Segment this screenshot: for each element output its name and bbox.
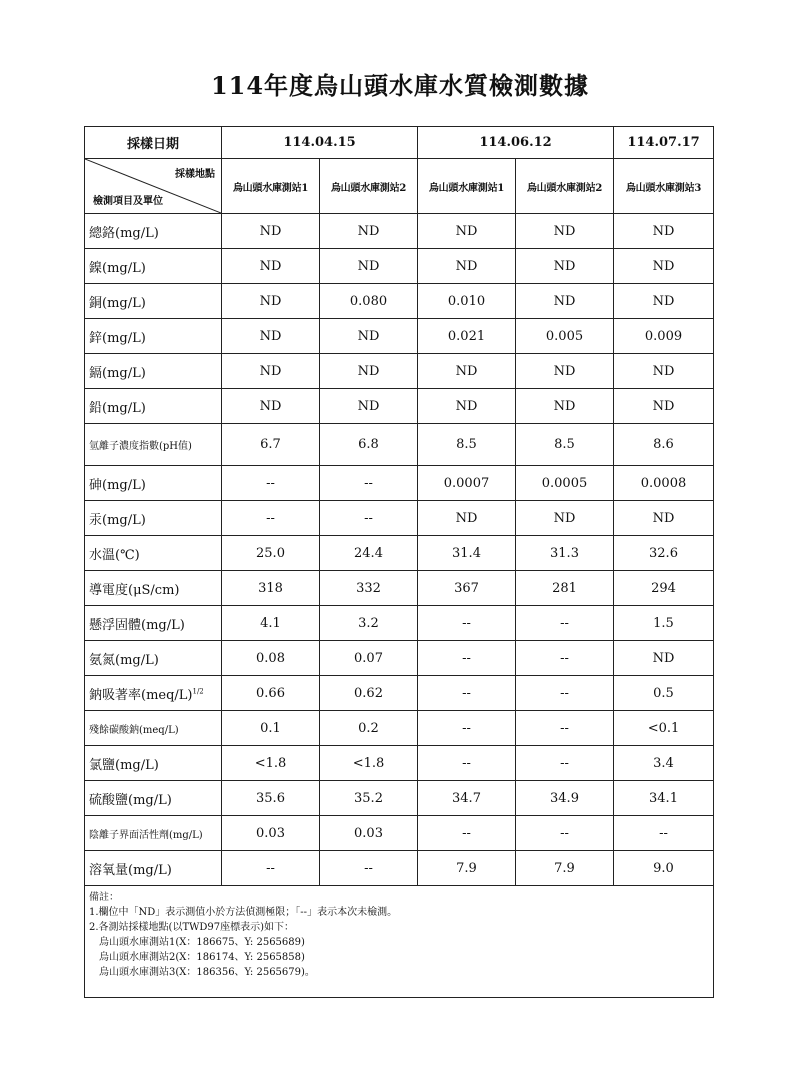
row-label — [85, 424, 222, 466]
table-cell: -- — [516, 746, 614, 781]
table-cell: 8.5 — [516, 424, 614, 466]
table-cell: ND — [516, 389, 614, 424]
table-row — [85, 816, 714, 851]
row-label — [85, 816, 222, 851]
table-cell: 1.5 — [614, 606, 714, 641]
table-cell: 0.0005 — [516, 466, 614, 501]
row-label-text: 銅(mg/L) — [89, 295, 146, 311]
table-cell: ND — [222, 284, 320, 319]
table-row — [85, 781, 714, 816]
table-cell: -- — [516, 816, 614, 851]
row-label-text: 氫離子濃度指數(pH值) — [89, 441, 192, 452]
table-cell: -- — [320, 466, 418, 501]
table-cell: 25.0 — [222, 536, 320, 571]
table-cell: 0.1 — [222, 711, 320, 746]
row-label-text: 總鉻(mg/L) — [89, 225, 159, 241]
row-label-text: 氯鹽(mg/L) — [89, 757, 159, 773]
date-header-3: 114.07.17 — [614, 127, 714, 159]
table-cell: 34.1 — [614, 781, 714, 816]
table-cell: -- — [320, 851, 418, 886]
table-cell: 0.07 — [320, 641, 418, 676]
table-cell: 0.5 — [614, 676, 714, 711]
table-cell: 0.2 — [320, 711, 418, 746]
table-cell: 7.9 — [516, 851, 614, 886]
row-label — [85, 249, 222, 284]
row-label — [85, 641, 222, 676]
row-label — [85, 284, 222, 319]
row-label-text: 鎳(mg/L) — [89, 260, 146, 276]
table-cell: ND — [418, 214, 516, 249]
notes-heading: 備註： — [89, 892, 119, 903]
table-cell: -- — [418, 816, 516, 851]
table-row — [85, 676, 714, 711]
table-cell: ND — [418, 354, 516, 389]
table-cell: -- — [418, 606, 516, 641]
table-row — [85, 851, 714, 886]
table-row — [85, 249, 714, 284]
table-cell: 32.6 — [614, 536, 714, 571]
item-label: 檢測項目及單位 — [93, 196, 163, 207]
table-cell: 281 — [516, 571, 614, 606]
table-cell: 0.62 — [320, 676, 418, 711]
row-label — [85, 746, 222, 781]
notes-cell — [85, 886, 714, 998]
table-row — [85, 424, 714, 466]
table-cell: 0.08 — [222, 641, 320, 676]
table-cell: ND — [614, 501, 714, 536]
table-row — [85, 571, 714, 606]
table-cell: 0.03 — [222, 816, 320, 851]
table-cell: 34.7 — [418, 781, 516, 816]
table-cell: ND — [320, 389, 418, 424]
table-cell: ND — [320, 319, 418, 354]
table-cell: -- — [418, 746, 516, 781]
row-label-text: 鈉吸著率(meq/L) — [89, 687, 193, 703]
table-cell: ND — [418, 501, 516, 536]
row-label-text: 硫酸鹽(mg/L) — [89, 792, 172, 808]
site-label: 採樣地點 — [175, 169, 215, 180]
table-cell: 318 — [222, 571, 320, 606]
table-cell: ND — [222, 214, 320, 249]
table-cell: 6.7 — [222, 424, 320, 466]
table-cell: -- — [222, 466, 320, 501]
water-quality-table — [84, 126, 714, 998]
date-label: 採樣日期 — [85, 127, 222, 159]
table-cell: ND — [614, 641, 714, 676]
table-cell: 35.6 — [222, 781, 320, 816]
table-cell: -- — [516, 606, 614, 641]
row-label — [85, 214, 222, 249]
table-cell: 7.9 — [418, 851, 516, 886]
table-cell: ND — [222, 389, 320, 424]
table-cell: -- — [516, 711, 614, 746]
table-cell: -- — [418, 676, 516, 711]
table-cell: -- — [614, 816, 714, 851]
table-cell: 0.66 — [222, 676, 320, 711]
table-cell: 0.080 — [320, 284, 418, 319]
table-cell: 8.6 — [614, 424, 714, 466]
table-cell: ND — [320, 354, 418, 389]
table-cell: -- — [320, 501, 418, 536]
table-cell: 3.2 — [320, 606, 418, 641]
row-label-text: 水溫(℃) — [89, 547, 140, 563]
date-header-1: 114.04.15 — [222, 127, 418, 159]
row-label — [85, 851, 222, 886]
table-cell: -- — [222, 851, 320, 886]
station-header: 烏山頭水庫測站1 — [418, 159, 516, 214]
table-cell: 0.009 — [614, 319, 714, 354]
table-cell: 0.021 — [418, 319, 516, 354]
table-cell: <1.8 — [222, 746, 320, 781]
table-cell: 35.2 — [320, 781, 418, 816]
table-cell: ND — [614, 389, 714, 424]
table-row — [85, 214, 714, 249]
table-row — [85, 711, 714, 746]
table-row — [85, 536, 714, 571]
table-cell: 3.4 — [614, 746, 714, 781]
table-cell: 31.3 — [516, 536, 614, 571]
row-label — [85, 466, 222, 501]
table-cell: 0.0007 — [418, 466, 516, 501]
table-cell: 34.9 — [516, 781, 614, 816]
row-label-text: 鋅(mg/L) — [89, 330, 146, 346]
row-label — [85, 781, 222, 816]
table-row — [85, 746, 714, 781]
table-row — [85, 354, 714, 389]
table-cell: 0.03 — [320, 816, 418, 851]
table-cell: 24.4 — [320, 536, 418, 571]
row-label-superscript: 1/2 — [192, 687, 204, 696]
station-header-row — [85, 159, 714, 214]
table-cell: ND — [614, 284, 714, 319]
table-cell: 294 — [614, 571, 714, 606]
row-label-text: 砷(mg/L) — [89, 477, 146, 493]
table-cell: 31.4 — [418, 536, 516, 571]
table-row — [85, 501, 714, 536]
row-label-text: 溶氧量(mg/L) — [89, 862, 172, 878]
date-header-2: 114.06.12 — [418, 127, 614, 159]
notes-line-2: 2.各測站採樣地點(以TWD97座標表示)如下： — [89, 922, 295, 933]
table-cell: ND — [222, 354, 320, 389]
table-cell: -- — [516, 641, 614, 676]
table-cell: 9.0 — [614, 851, 714, 886]
row-label-text: 殘餘碳酸鈉(meq/L) — [89, 724, 179, 736]
table-cell: -- — [222, 501, 320, 536]
table-cell: 0.005 — [516, 319, 614, 354]
row-label — [85, 501, 222, 536]
table-row — [85, 466, 714, 501]
row-label — [85, 354, 222, 389]
row-label-text: 陰離子界面活性劑(mg/L) — [89, 829, 203, 841]
table-cell: -- — [516, 676, 614, 711]
row-label-text: 導電度(μS/cm) — [89, 582, 180, 598]
table-cell: ND — [320, 214, 418, 249]
row-label — [85, 389, 222, 424]
table-cell: 332 — [320, 571, 418, 606]
station-header: 烏山頭水庫測站1 — [222, 159, 320, 214]
notes-row — [85, 886, 714, 998]
notes-coordinate: 烏山頭水庫測站2(X：186174、Y: 2565858) — [99, 952, 305, 963]
table-cell: -- — [418, 641, 516, 676]
table-cell: ND — [614, 249, 714, 284]
row-label-text: 汞(mg/L) — [89, 512, 146, 528]
table-cell: ND — [614, 354, 714, 389]
table-row — [85, 641, 714, 676]
row-label — [85, 711, 222, 746]
table-cell: ND — [516, 501, 614, 536]
row-label-text: 鎘(mg/L) — [89, 365, 146, 381]
table-cell: -- — [418, 711, 516, 746]
date-header-row — [85, 127, 714, 159]
table-cell: 6.8 — [320, 424, 418, 466]
station-header: 烏山頭水庫測站3 — [614, 159, 714, 214]
diagonal-header-cell — [85, 159, 222, 214]
table-cell: <0.1 — [614, 711, 714, 746]
notes-line-1: 1.欄位中「ND」表示測值小於方法偵測極限；「--」表示本次未檢測。 — [89, 907, 398, 918]
table-cell: ND — [418, 389, 516, 424]
table-row — [85, 284, 714, 319]
table-cell: 0.0008 — [614, 466, 714, 501]
table-cell: ND — [418, 249, 516, 284]
table-cell: ND — [516, 354, 614, 389]
table-cell: ND — [222, 319, 320, 354]
table-row — [85, 319, 714, 354]
table-row — [85, 606, 714, 641]
table-cell: ND — [516, 249, 614, 284]
table-cell: <1.8 — [320, 746, 418, 781]
row-label — [85, 536, 222, 571]
notes-coordinate: 烏山頭水庫測站3(X：186356、Y: 2565679)。 — [99, 967, 315, 978]
table-cell: ND — [516, 214, 614, 249]
row-label — [85, 606, 222, 641]
row-label-text: 鉛(mg/L) — [89, 400, 146, 416]
row-label-text: 懸浮固體(mg/L) — [89, 617, 185, 633]
table-cell: ND — [614, 214, 714, 249]
table-cell: ND — [222, 249, 320, 284]
table-cell: 8.5 — [418, 424, 516, 466]
row-label — [85, 319, 222, 354]
table-cell: 367 — [418, 571, 516, 606]
row-label — [85, 571, 222, 606]
page-title: 114年度烏山頭水庫水質檢測數據 — [210, 71, 590, 100]
table-cell: ND — [320, 249, 418, 284]
table-cell: 0.010 — [418, 284, 516, 319]
table-cell: 4.1 — [222, 606, 320, 641]
station-header: 烏山頭水庫測站2 — [516, 159, 614, 214]
table-cell: ND — [516, 284, 614, 319]
notes-coordinate: 烏山頭水庫測站1(X：186675、Y: 2565689) — [99, 937, 305, 948]
table-row — [85, 389, 714, 424]
station-header: 烏山頭水庫測站2 — [320, 159, 418, 214]
row-label — [85, 676, 222, 711]
row-label-text: 氨氮(mg/L) — [89, 652, 159, 668]
